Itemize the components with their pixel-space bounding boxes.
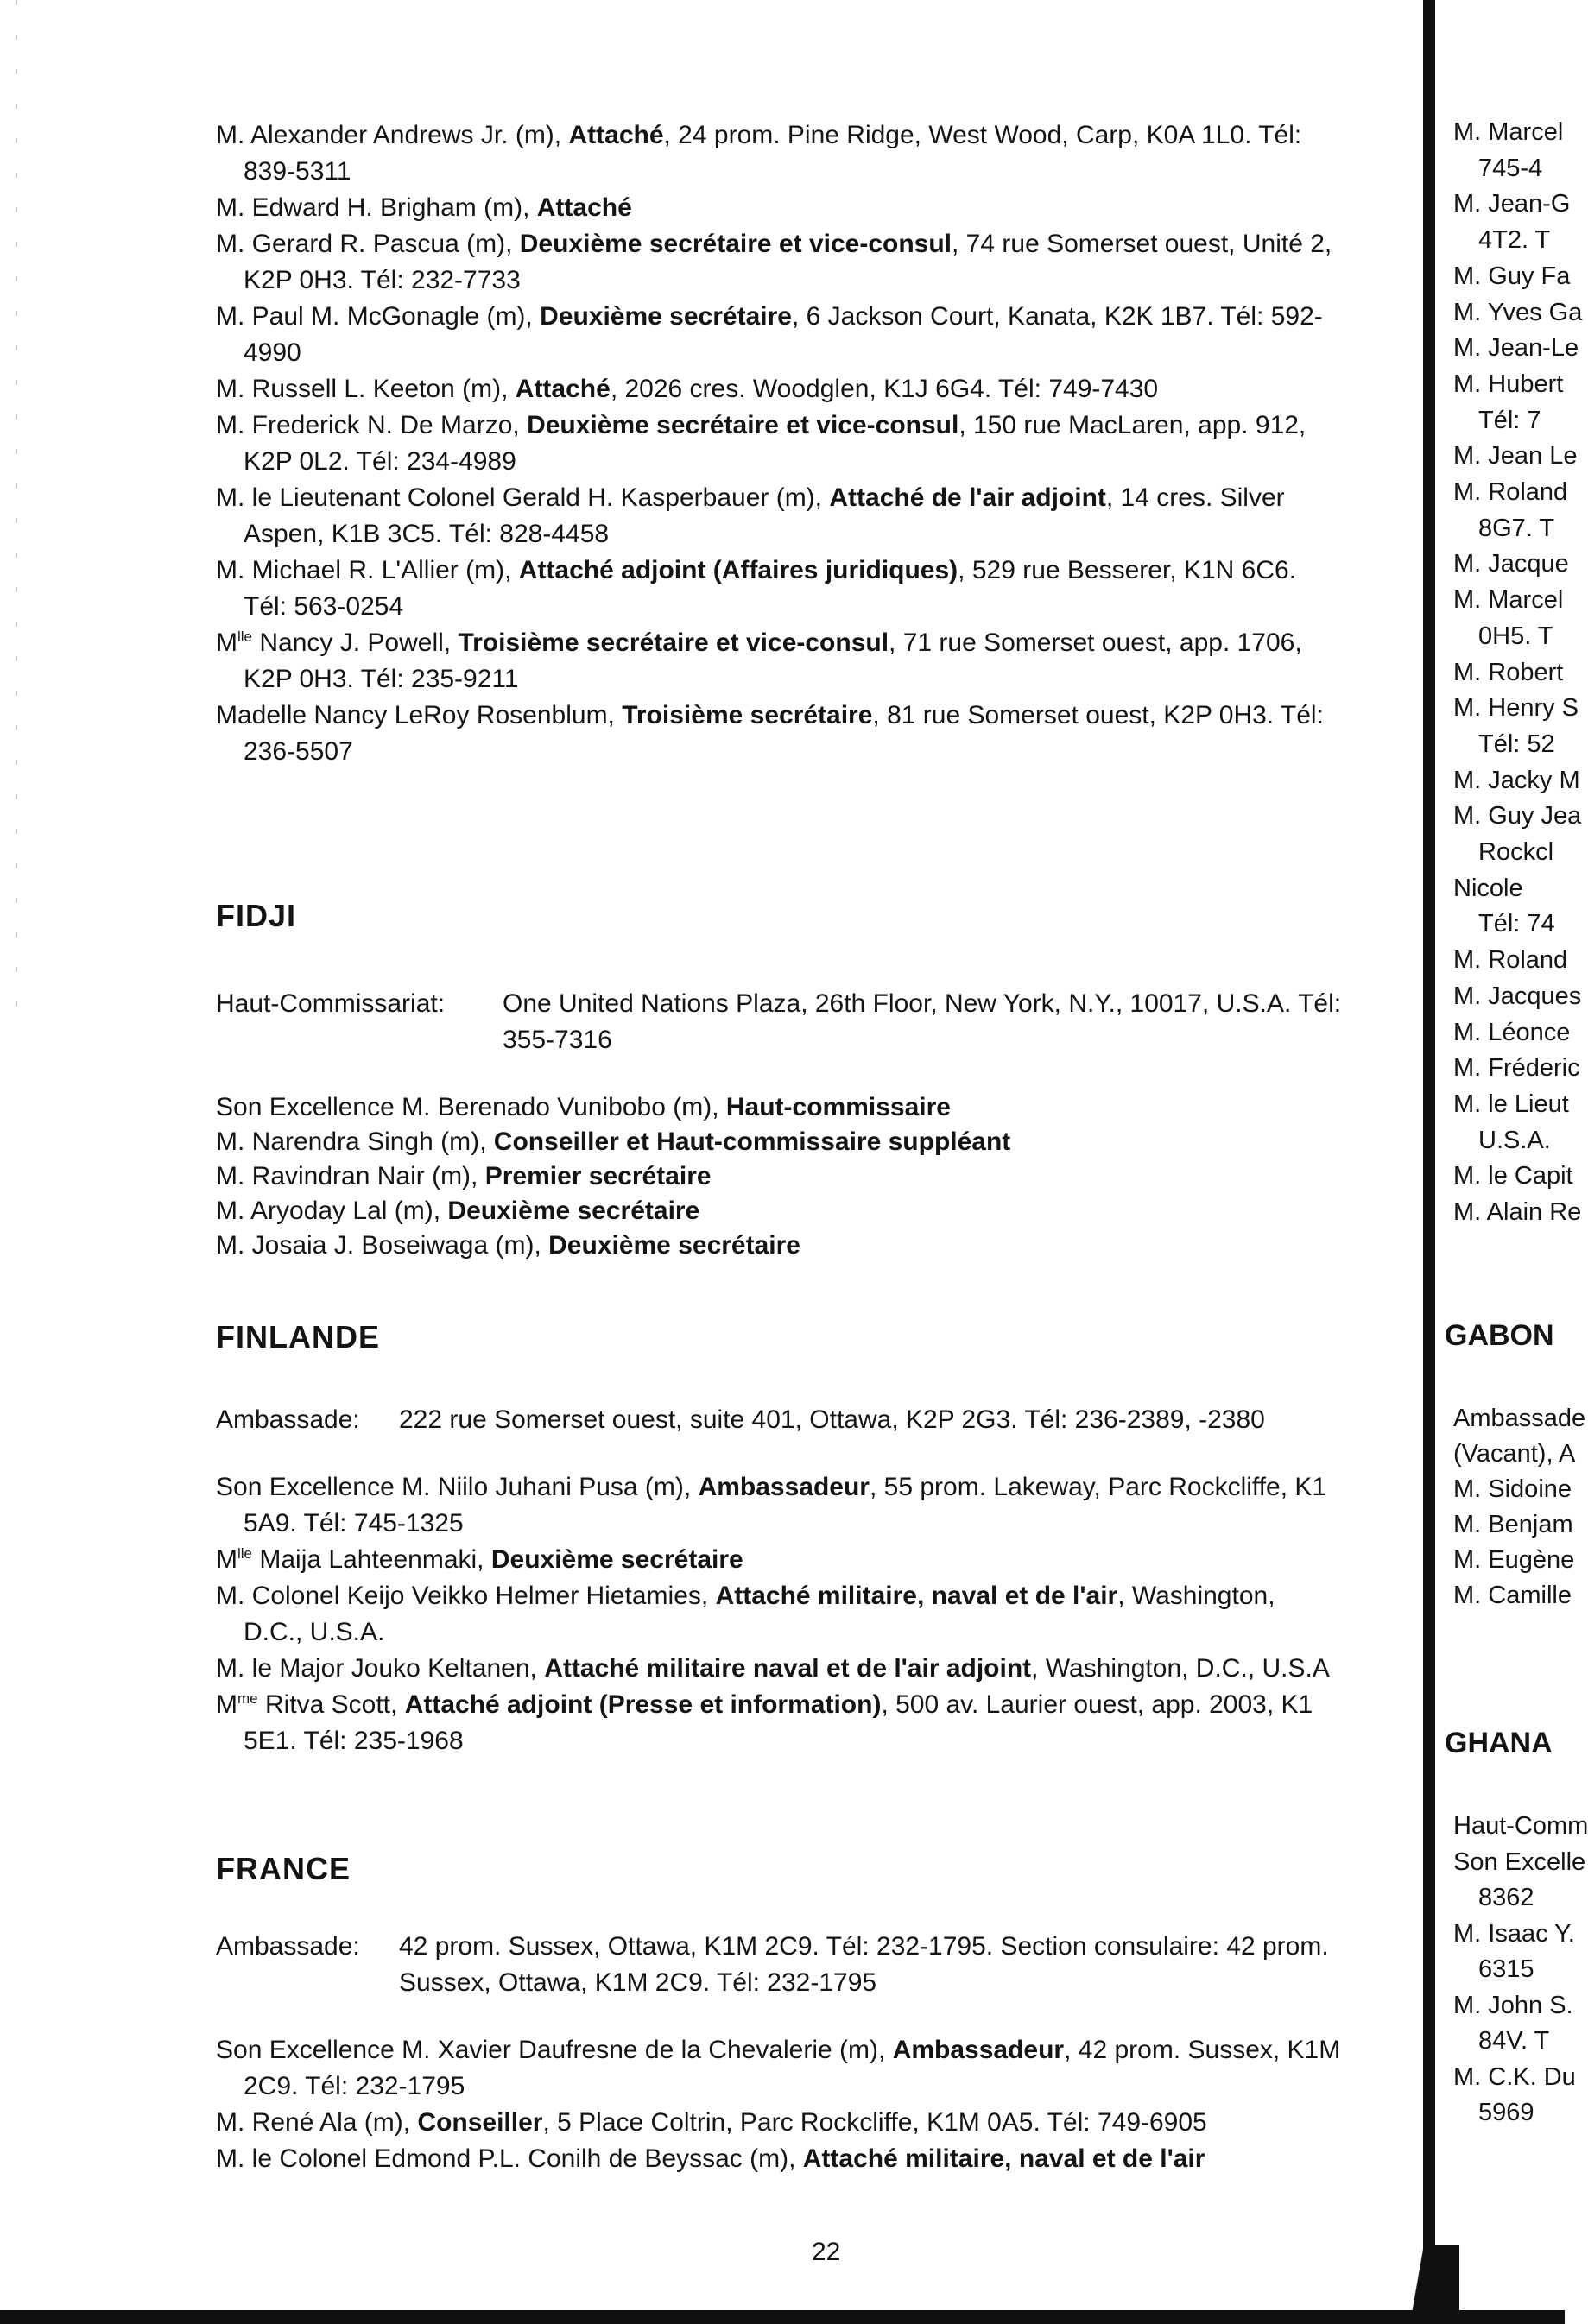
adjacent-page-line: M. le Lieut xyxy=(1453,1089,1569,1118)
list-item: M. Ravindran Nair (m), Premier secrétaire xyxy=(216,1162,712,1190)
adjacent-page-line: M. Henry S xyxy=(1453,694,1579,723)
adjacent-page-line: M. Jacky M xyxy=(1453,766,1580,794)
adjacent-page-line: M. Jean Le xyxy=(1453,442,1578,470)
adjacent-page-line: 84V. T xyxy=(1478,2027,1550,2055)
adjacent-page-line: M. Marcel xyxy=(1453,586,1564,615)
list-item: $M^{me}$ Ritva Scott, Attaché adjoint (Presse et information), 500 av. Laurier ouest, app. 2003, K1 5E1. Tél: 235-1968 xyxy=(216,1690,1313,1755)
adjacent-page-line: Tél: 7 xyxy=(1478,406,1541,434)
office-address: 42 prom. Sussex, Ottawa, K1M 2C9. Tél: 232-1795. Section consulaire: 42 prom. xyxy=(399,1932,1329,1961)
adjacent-page-line: 4T2. T xyxy=(1478,226,1551,255)
adjacent-page-line: 0H5. T xyxy=(1478,622,1553,650)
list-item: M. Frederick N. De Marzo, Deuxième secrétaire et vice-consul, 150 rue MacLaren, app. 912, K2P 0L2. Tél: 234-4989 xyxy=(216,411,1306,476)
list-item: M. Russell L. Keeton (m), Attaché, 2026 cres. Woodglen, K1J 6G4. Tél: 749-7430 xyxy=(216,375,1159,403)
adjacent-page-line: M. C.K. Du xyxy=(1453,2062,1576,2091)
adjacent-page-line: M. Marcel xyxy=(1453,118,1564,146)
list-item: M. Narendra Singh (m), Conseiller et Haut-commissaire suppléant xyxy=(216,1127,1011,1156)
list-item: $M^{lle}$ Nancy J. Powell, Troisième secrétaire et vice-consul, 71 rue Somerset ouest, app. 1706, K2P 0H3. Tél: 235-9211 xyxy=(216,628,1302,693)
list-item: M. le Major Jouko Keltanen, Attaché militaire naval et de l'air adjoint, Washington, D.C., U.S.A xyxy=(216,1654,1330,1683)
adjacent-page-line: M. le Capit xyxy=(1453,1162,1573,1190)
adjacent-page-line: M. Camille xyxy=(1453,1582,1572,1609)
list-item: M. le Colonel Edmond P.L. Conilh de Beyssac (m), Attaché militaire, naval et de l'air xyxy=(216,2144,1205,2173)
adjacent-page-line: M. Benjam xyxy=(1453,1511,1573,1538)
adjacent-page-line: M. Fréderic xyxy=(1453,1054,1580,1083)
adjacent-page-line: M. Léonce xyxy=(1453,1018,1571,1046)
list-item: M. Josaia J. Boseiwaga (m), Deuxième secrétaire xyxy=(216,1231,800,1260)
office-label: Ambassade: xyxy=(216,1405,360,1434)
adjacent-page-line: Tél: 74 xyxy=(1478,910,1555,938)
adjacent-page-line: M. Hubert xyxy=(1453,369,1564,398)
section-heading-fidji: FIDJI xyxy=(216,898,297,933)
adjacent-heading-ghana: GHANA xyxy=(1445,1727,1553,1759)
list-item: M. le Lieutenant Colonel Gerald H. Kasperbauer (m), Attaché de l'air adjoint, 14 cres. Silver Aspen, K1B 3C5. Tél: 828-4458 xyxy=(216,483,1285,548)
page-number: 22 xyxy=(812,2238,841,2266)
adjacent-page-line: 5969 xyxy=(1478,2099,1534,2126)
adjacent-page-line: M. Yves Ga xyxy=(1453,298,1583,326)
scan-bottom-edge xyxy=(0,2310,1565,2324)
adjacent-page-line: M. Alain Re xyxy=(1453,1198,1582,1226)
adjacent-page-line: M. Eugène xyxy=(1453,1546,1575,1574)
adjacent-page-line: Tél: 52 xyxy=(1478,729,1555,758)
adjacent-page-line: M. Roland xyxy=(1453,478,1568,506)
adjacent-page-line: 745-4 xyxy=(1478,154,1543,182)
list-item: M. Edward H. Brigham (m), Attaché xyxy=(216,193,632,222)
adjacent-page-line: M. Jean-G xyxy=(1453,190,1571,218)
adjacent-page-line: M. Sidoine xyxy=(1453,1475,1572,1503)
office-label: Haut-Commissariat: xyxy=(216,989,446,1018)
list-item: Son Excellence M. Niilo Juhani Pusa (m), Ambassadeur, 55 prom. Lakeway, Parc Rockcliffe, K1 5A9. Tél: 745-1325 xyxy=(216,1473,1327,1538)
list-item: M. Michael R. L'Allier (m), Attaché adjoint (Affaires juridiques), 529 rue Besserer, K1N 6C6. Tél: 563-0254 xyxy=(216,556,1297,621)
list-item: Son Excellence M. Xavier Daufresne de la Chevalerie (m), Ambassadeur, 42 prom. Sussex, K1M 2C9. Tél: 232-1795 xyxy=(216,2036,1341,2100)
list-item: Son Excellence M. Berenado Vunibobo (m), Haut-commissaire xyxy=(216,1093,951,1121)
adjacent-page-line: Ambassade xyxy=(1453,1405,1586,1432)
list-item: M. Paul M. McGonagle (m), Deuxième secrétaire, 6 Jackson Court, Kanata, K2K 1B7. Tél: 592- 4990 xyxy=(216,302,1323,367)
adjacent-page-line: M. Jacques xyxy=(1453,982,1582,1010)
adjacent-page-line: M. Jean-Le xyxy=(1453,334,1579,363)
section-heading-finlande: FINLANDE xyxy=(216,1319,380,1355)
adjacent-heading-gabon: GABON xyxy=(1445,1319,1554,1352)
adjacent-page-line: 8G7. T xyxy=(1478,514,1555,542)
list-item: Madelle Nancy LeRoy Rosenblum, Troisième secrétaire, 81 rue Somerset ouest, K2P 0H3. Tél: 236-5507 xyxy=(216,701,1324,766)
adjacent-page-line: M. Guy Jea xyxy=(1453,802,1582,830)
list-item: M. Colonel Keijo Veikko Helmer Hietamies, Attaché militaire, naval et de l'air, Washington, D.C., U.S.A. xyxy=(216,1582,1275,1646)
section-heading-france: FRANCE xyxy=(216,1851,351,1886)
adjacent-page-line: M. Robert xyxy=(1453,658,1564,686)
office-address: One United Nations Plaza, 26th Floor, New York, N.Y., 10017, U.S.A. Tél: xyxy=(503,989,1342,1018)
adjacent-page-line: (Vacant), A xyxy=(1453,1440,1576,1468)
office-phone: 355-7316 xyxy=(503,1026,612,1054)
adjacent-page-line: 6315 xyxy=(1478,1955,1534,1983)
adjacent-page-line: 8362 xyxy=(1478,1884,1534,1911)
scan-margin-marks xyxy=(16,0,17,1036)
page-gutter xyxy=(1423,0,1435,2324)
adjacent-page-line: Rockcl xyxy=(1478,838,1554,866)
office-label: Ambassade: xyxy=(216,1932,360,1961)
adjacent-page-line: Son Excelle xyxy=(1453,1847,1586,1876)
adjacent-page-line: Nicole xyxy=(1453,874,1523,902)
list-item: $M^{lle}$ Maija Lahteenmaki, Deuxième secrétaire xyxy=(216,1545,743,1574)
list-item: M. Aryoday Lal (m), Deuxième secrétaire xyxy=(216,1197,700,1225)
adjacent-page-line: M. Guy Fa xyxy=(1453,262,1571,290)
adjacent-page-line: U.S.A. xyxy=(1478,1126,1551,1154)
adjacent-page-line: M. John S. xyxy=(1453,1991,1573,2019)
list-item: M. Alexander Andrews Jr. (m), Attaché, 24 prom. Pine Ridge, West Wood, Carp, K0A 1L0. Tél: 839-5311 xyxy=(216,121,1302,186)
list-item: M. René Ala (m), Conseiller, 5 Place Coltrin, Parc Rockcliffe, K1M 0A5. Tél: 749-6905 xyxy=(216,2108,1207,2137)
office-address-cont: Sussex, Ottawa, K1M 2C9. Tél: 232-1795 xyxy=(399,1968,877,1997)
adjacent-page-line: M. Jacque xyxy=(1453,550,1569,578)
list-item: M. Gerard R. Pascua (m), Deuxième secrétaire et vice-consul, 74 rue Somerset ouest, Unité 2, K2P 0H3. Tél: 232-7733 xyxy=(216,230,1332,294)
office-address: 222 rue Somerset ouest, suite 401, Ottawa, K2P 2G3. Tél: 236-2389, -2380 xyxy=(399,1405,1265,1434)
adjacent-page-line: M. Isaac Y. xyxy=(1453,1919,1575,1948)
adjacent-page-line: M. Roland xyxy=(1453,946,1568,975)
adjacent-page-line: Haut-Comm xyxy=(1453,1812,1588,1840)
